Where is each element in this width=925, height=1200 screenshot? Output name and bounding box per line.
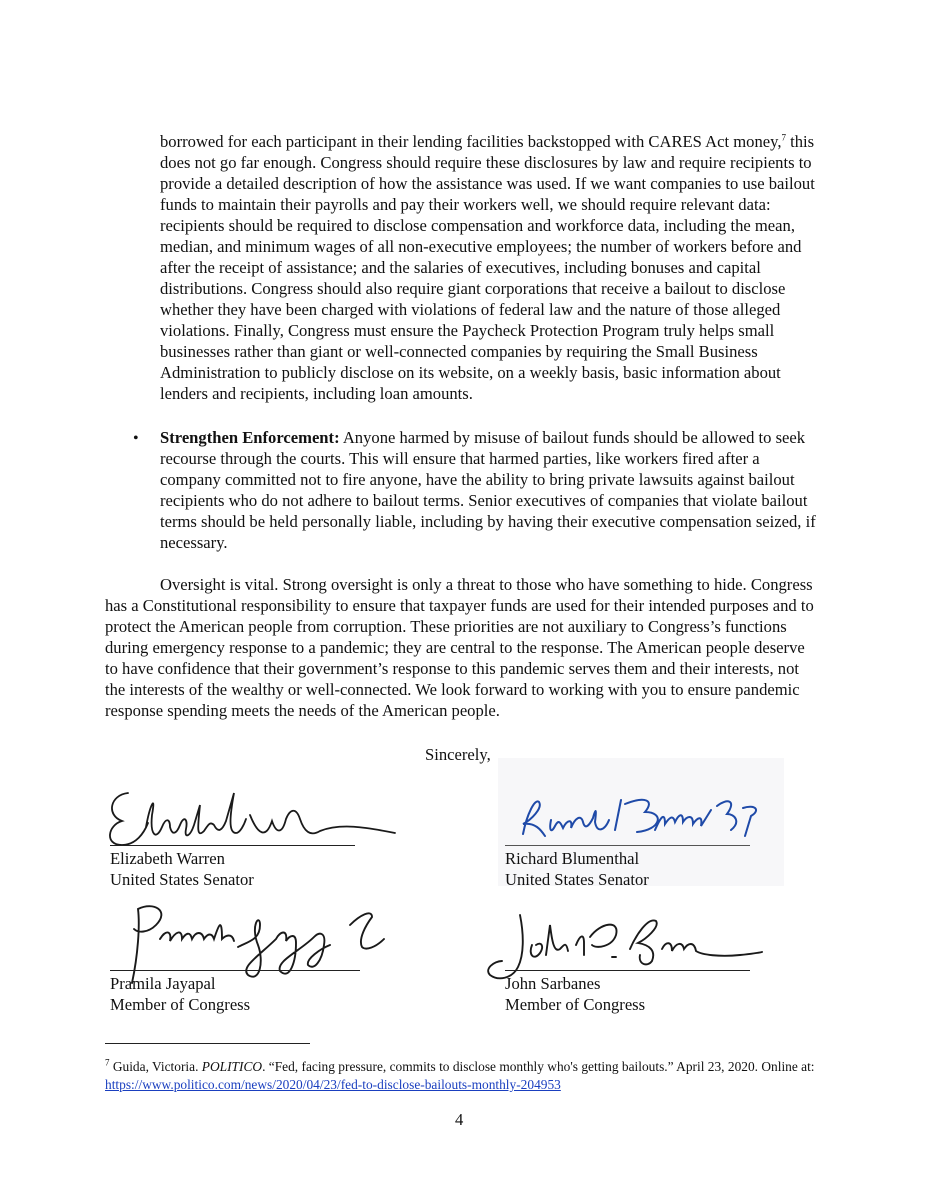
body-paragraph-3 [105, 574, 820, 721]
paragraph-1-continuation: this does not go far enough. Congress should require these disclosures by law and require recipients to provide a detailed description of how the assistance was used. If we want companies to use bailout funds to maintain their payrolls and pay their workers well, we should require relevant data: recipients should be required to disclose compensation and workforce data, including the mean, median, and minimum wages of all non-executive employees; the number of workers before and after the receipt of assistance; and the salaries of executives, including bonuses and capital distributions. Congress should also require giant corporations that receive a bailout to disclose whether they have been charged with violations of federal law and the nature of those alleged violations. Finally, Congress must ensure the Paycheck Protection Program truly helps small businesses rather than giant or well-connected companies by requiring the Small Business Administration to publicly disclose on its website, on a weekly basis, basic information about lenders and recipients, including loan amounts. [160, 132, 815, 403]
signatory-title: Member of Congress [505, 995, 646, 1014]
signature-line-warren [110, 845, 355, 846]
signatory-name: Richard Blumenthal [505, 849, 640, 868]
footnote-number: 7 [105, 1057, 110, 1068]
bullet-text [160, 427, 820, 553]
signature-line-jayapal [110, 970, 360, 971]
signatory-jayapal [110, 973, 250, 1015]
footnote-divider [105, 1043, 310, 1044]
signatory-name: Elizabeth Warren [110, 849, 225, 868]
footnote-publication: POLITICO [201, 1059, 263, 1074]
bullet-heading: Strengthen Enforcement: [160, 428, 340, 447]
signatory-name: Pramila Jayapal [110, 974, 216, 993]
paragraph-1-text: borrowed for each participant in their lending facilities backstopped with CARES Act money, [160, 132, 782, 151]
footnote-text-after: . “Fed, facing pressure, commits to disclose monthly who's getting bailouts.” April 23, 2020. Online at: [262, 1059, 815, 1074]
footnote-reference: 7 [781, 132, 786, 143]
bullet-marker: • [133, 430, 139, 447]
closing: Sincerely, [425, 745, 491, 764]
signature-line-blumenthal [505, 845, 750, 846]
footnote-text-before: Guida, Victoria. [109, 1059, 202, 1074]
footnote [105, 1058, 825, 1094]
bullet-body: Anyone harmed by misuse of bailout funds should be allowed to seek recourse through the courts. This will ensure that harmed parties, like workers fired after a company committed not to fire anyone, have the ability to bring private lawsuits against bailout recipients who do not adhere to bailout terms. Senior executives of companies that violate bailout terms should be held personally liable, including by having their executive compensation seized, if necessary. [160, 428, 816, 552]
signatory-title: United States Senator [505, 870, 649, 889]
signature-line-sarbanes [505, 970, 750, 971]
signatory-blumenthal [505, 848, 649, 890]
signature-blumenthal [505, 790, 765, 850]
signatory-name: John Sarbanes [505, 974, 601, 993]
page-number: 4 [455, 1110, 464, 1129]
body-paragraph-1 [160, 131, 820, 404]
signatory-title: Member of Congress [110, 995, 251, 1014]
footnote-link[interactable]: https://www.politico.com/news/2020/04/23/fed-to-disclose-bailouts-monthly-204953 [105, 1077, 561, 1092]
signatory-sarbanes [505, 973, 645, 1015]
signatory-warren [110, 848, 254, 890]
signatory-title: United States Senator [110, 870, 254, 889]
paragraph-3-text: Oversight is vital. Strong oversight is only a threat to those who have something to hide. Congress has a Constitutional responsibility to ensure that taxpayer funds are used for their intended purposes and to protect the American people from corruption. These priorities are not auxiliary to Congress’s functions during emergency response to a pandemic; they are central to the response. The American people deserve to have confidence that their government’s response to this pandemic serves them and their interests, not the interests of the wealthy or well-connected. We look forward to working with you to ensure pandemic response spending meets the needs of the American people. [105, 575, 814, 720]
